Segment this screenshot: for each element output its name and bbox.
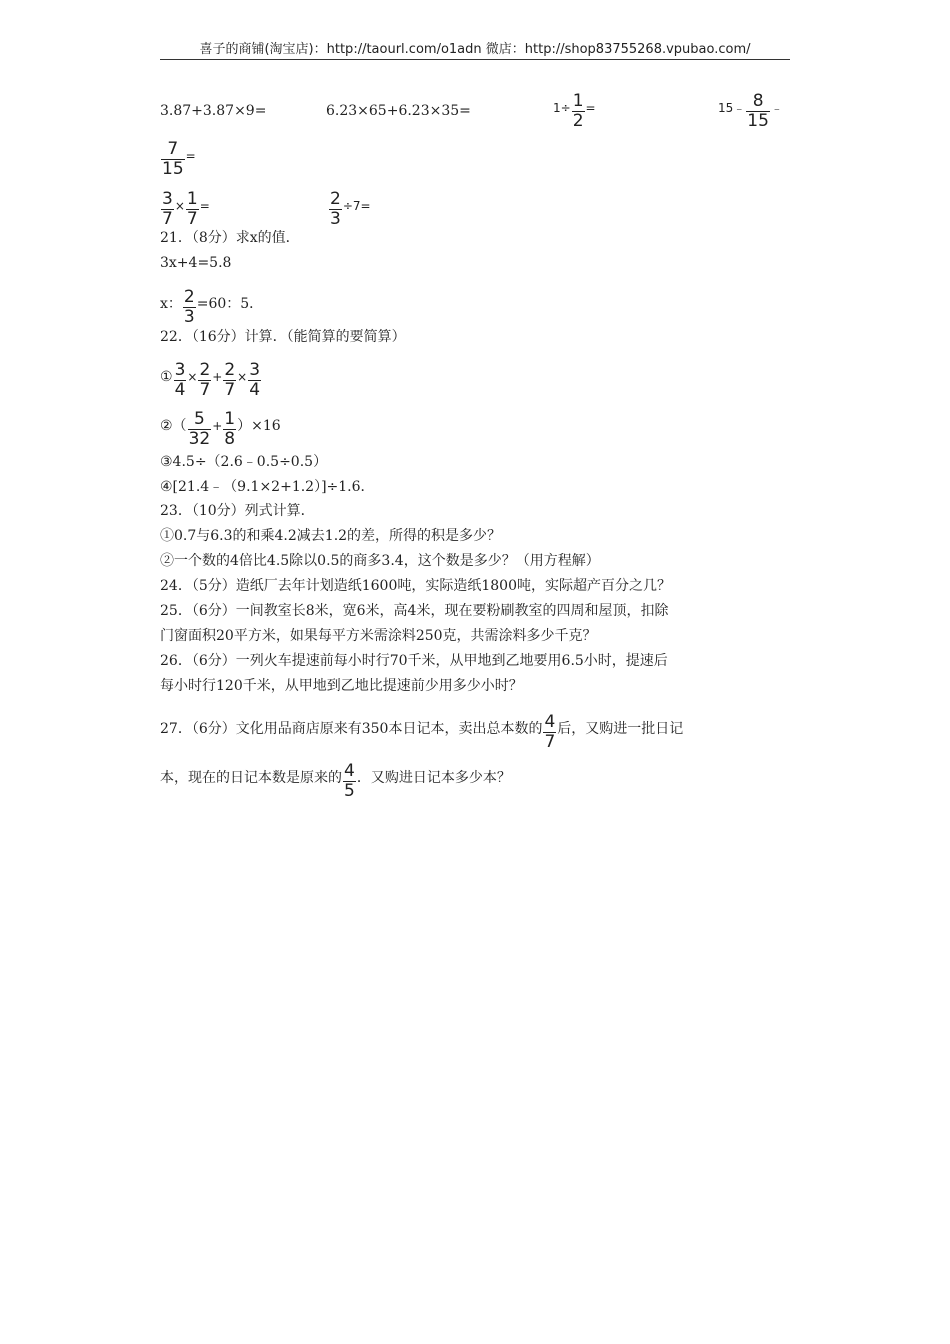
q25-line1: 25．（6分）一间教室长8米，宽6米，高4米，现在要粉刷教室的四周和屋顶，扣除 [160, 603, 669, 619]
fraction: $\frac{2}{3}$ [183, 287, 195, 327]
fraction: $\frac{1}{7}$ [186, 189, 198, 229]
expr-6: $\frac{2}{3}$ ÷7= [330, 189, 371, 229]
q22-title: 22．（16分）计算．（能简算的要简算） [160, 329, 406, 345]
expr-1: 3.87+3.87×9= [160, 103, 267, 119]
expr-2: 6.23×65+6.23×35= [326, 103, 471, 119]
fraction: $\frac{4}{5}$ [344, 761, 355, 801]
q21-eq2: x： $\frac{2}{3}$ =60：5． [160, 287, 264, 327]
fraction: $\frac{8}{15}$ [747, 91, 769, 131]
fraction: $\frac{4}{7}$ [544, 712, 556, 752]
expr-3: 1÷ $\frac{1}{2}$ = [553, 91, 596, 131]
fraction: $\frac{7}{15}$ [162, 139, 184, 179]
fraction: $\frac{3}{4}$ [174, 360, 186, 400]
fraction: $\frac{1}{8}$ [224, 409, 236, 449]
q22-part1: ① $\frac{3}{4}$ × $\frac{2}{7}$ + $\frac{2}{7}$ × $\frac{3}{4}$ [160, 360, 261, 400]
q24-text: 24．（5分）造纸厂去年计划造纸1600吨，实际造纸1800吨，实际超产百分之几？ [160, 578, 671, 594]
fraction: $\frac{2}{7}$ [224, 360, 236, 400]
expr-5: $\frac{3}{7}$ × $\frac{1}{7}$ = [162, 189, 210, 229]
q22-part3: ③4.5÷（2.6﹣0.5÷0.5） [160, 454, 328, 470]
q23-title: 23．（10分）列式计算． [160, 503, 315, 519]
fraction: $\frac{3}{4}$ [249, 360, 261, 400]
q26-line1: 26．（6分）一列火车提速前每小时行70千米，从甲地到乙地要用6.5小时，提速后 [160, 653, 668, 669]
q22-part4: ④[21.4﹣（9.1×2+1.2）]÷1.6． [160, 479, 375, 495]
fraction: $\frac{1}{2}$ [572, 91, 584, 131]
fraction: $\frac{2}{7}$ [199, 360, 211, 400]
fraction: $\frac{3}{7}$ [162, 189, 173, 229]
fraction: $\frac{5}{32}$ [188, 409, 211, 449]
header-rule [160, 59, 790, 60]
q21-title: 21．（8分）求x的值． [160, 230, 300, 246]
expr-4-cont: $\frac{7}{15}$ = [162, 139, 196, 179]
q23-part1: ①0.7与6.3的和乘4.2减去1.2的差，所得的积是多少？ [160, 528, 502, 544]
q27-line2: 本，现在的日记本数是原来的 $\frac{4}{5}$ ．又购进日记本多少本？ [160, 761, 511, 801]
q26-line2: 每小时行120千米，从甲地到乙地比提速前少用多少小时？ [160, 678, 523, 694]
page-header: 喜子的商铺(淘宝店)：http://taourl.com/o1adn 微店：http://shop83755268.vpubao.com/ [199, 42, 751, 57]
q23-part2: ②一个数的4倍比4.5除以0.5的商多3.4，这个数是多少？（用方程解） [160, 553, 600, 569]
q22-part2: ②（ $\frac{5}{32}$ + $\frac{1}{8}$ ）×16 [160, 409, 281, 449]
q21-eq1: 3x+4=5.8 [160, 255, 232, 271]
q25-line2: 门窗面积20平方米，如果每平方米需涂料250克，共需涂料多少千克？ [160, 628, 597, 644]
expr-4: 15﹣ $\frac{8}{15}$ ﹣ [718, 91, 783, 131]
fraction: $\frac{2}{3}$ [330, 189, 341, 229]
q27-line1: 27．（6分）文化用品商店原来有350本日记本，卖出总本数的 $\frac{4}{7}$ 后，又购进一批日记 [160, 712, 684, 752]
